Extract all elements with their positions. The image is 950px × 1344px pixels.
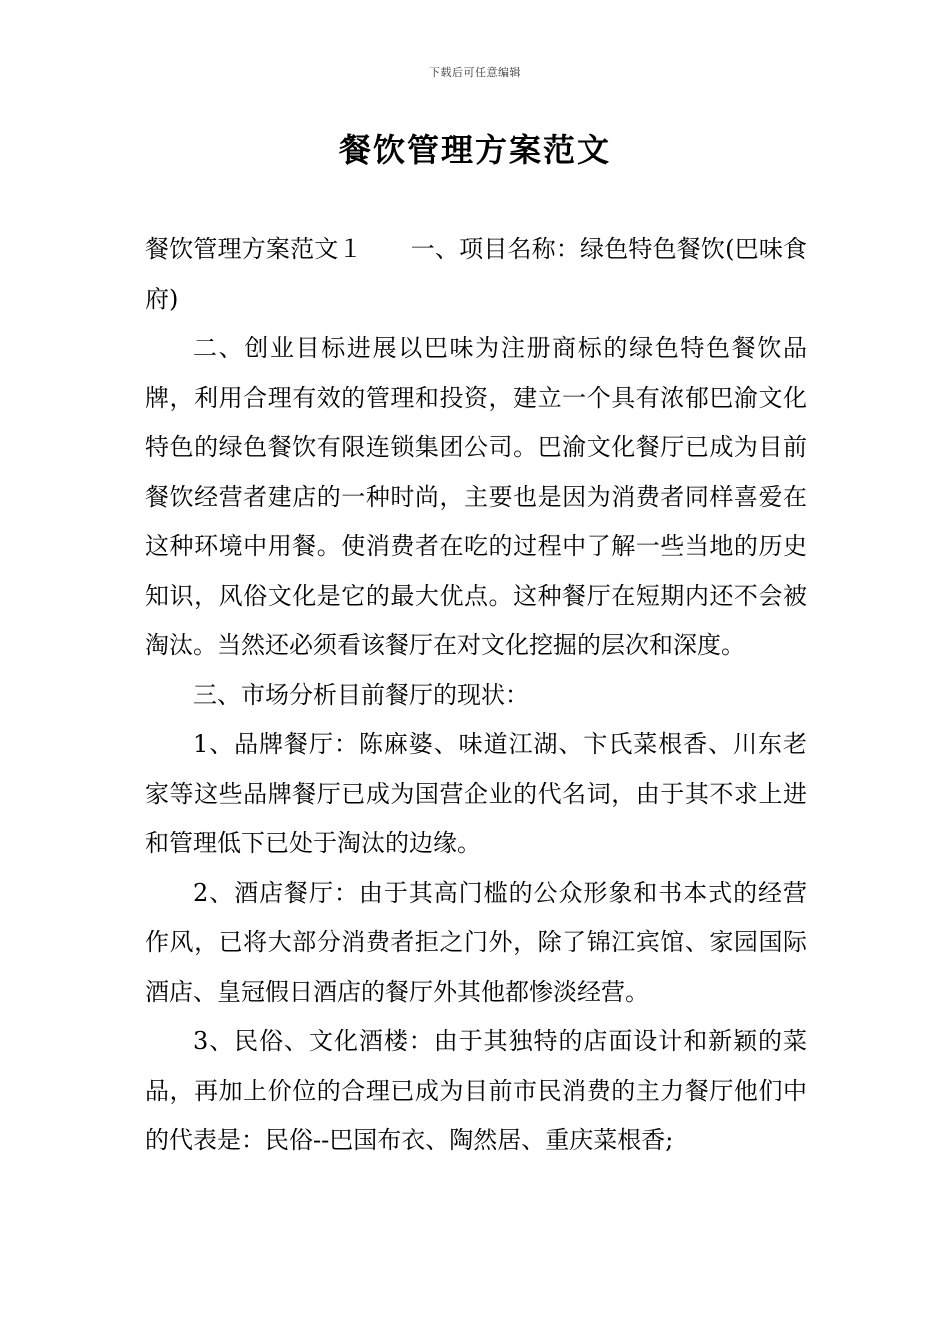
paragraph-brand-restaurants: 1、品牌餐厅：陈麻婆、味道江湖、卞氏菜根香、川东老家等这些品牌餐厅已成为国营企业的代名词，由于其不求上进和管理低下已处于淘汰的边缘。 — [145, 730, 807, 857]
paragraph-market-analysis: 三、市场分析目前餐厅的现状： — [193, 680, 529, 709]
intro-label: 餐饮管理方案范文１ — [145, 235, 363, 263]
intro-paragraph — [145, 225, 807, 324]
document-title: 餐饮管理方案范文 — [338, 131, 611, 169]
document-body — [145, 225, 807, 1166]
header-note: 下载后可任意编辑 — [429, 66, 521, 79]
paragraph-folk-restaurants: 3、民俗、文化酒楼：由于其独特的店面设计和新颖的菜品，再加上价位的合理已成为目前市民消费的主力餐厅他们中的代表是：民俗--巴国布衣、陶然居、重庆菜根香; — [145, 1027, 807, 1154]
paragraph-goal: 二、创业目标进展以巴味为注册商标的绿色特色餐饮品牌，利用合理有效的管理和投资，建立一个具有浓郁巴渝文化特色的绿色餐饮有限连锁集团公司。巴渝文化餐厅已成为目前餐饮经营者建店的一种时尚，主要也是因为消费者同样喜爱在这种环境中用餐。使消费者在吃的过程中了解一些当地的历史知识，风俗文化是它的最大优点。这种餐厅在短期内还不会被淘汰。当然还必须看该餐厅在对文化挖掘的层次和深度。 — [145, 334, 807, 659]
paragraph-hotel-restaurants: 2、酒店餐厅：由于其高门槛的公众形象和书本式的经营作风，已将大部分消费者拒之门外，除了锦江宾馆、家园国际酒店、皇冠假日酒店的餐厅外其他都惨淡经营。 — [145, 878, 807, 1006]
intro-text: 一、项目名称：绿色特色餐饮(巴味食府) — [145, 235, 807, 313]
